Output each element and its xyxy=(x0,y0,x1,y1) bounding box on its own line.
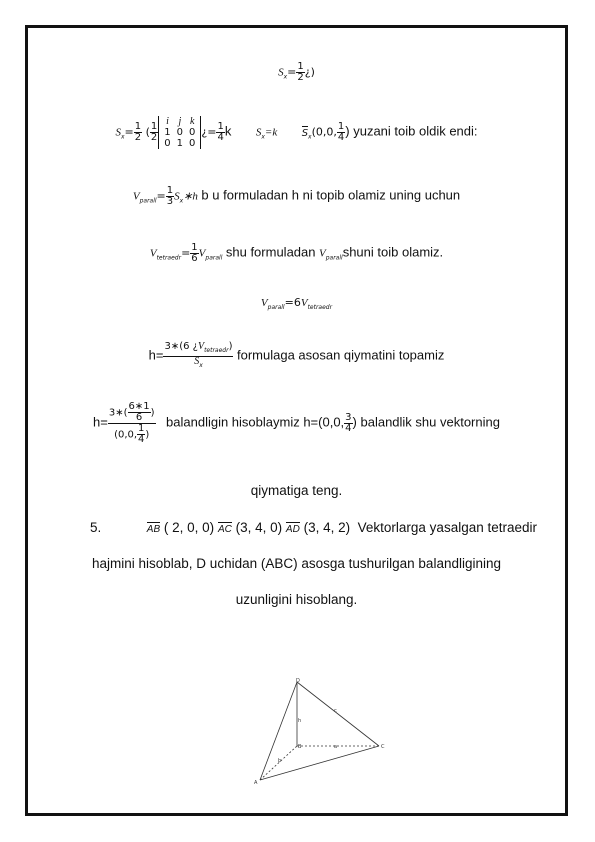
formula-line-3 xyxy=(28,186,565,207)
v-symbol: V xyxy=(132,190,140,203)
line2-text: ) yuzani toib oldik endi: xyxy=(345,123,478,139)
problem-line-1 xyxy=(90,520,537,535)
coords-ac: (3, 4, 0) xyxy=(235,520,283,535)
label-a-edge: a xyxy=(334,744,338,750)
label-c: C xyxy=(381,744,385,750)
fraction-3 xyxy=(216,122,224,143)
fraction xyxy=(190,243,198,264)
equals: =6 xyxy=(284,296,301,309)
denominator: 4 xyxy=(345,423,352,434)
line4-text-2: shuni toib olamiz. xyxy=(342,244,444,260)
s-symbol-2: S xyxy=(255,126,262,139)
denominator: 4 xyxy=(337,132,345,143)
vector-ad: AD xyxy=(285,524,300,535)
numerator: 1 xyxy=(217,121,224,132)
problem-text-1: Vektorlarga yasalgan tetraedir xyxy=(357,520,537,535)
open-paren: ( xyxy=(145,125,150,139)
problem-number: 5. xyxy=(90,520,102,535)
denominator: 4 xyxy=(217,132,224,143)
line8-text: qiymatiga teng. xyxy=(250,483,343,498)
v-subscript: parall xyxy=(139,197,157,205)
numerator: 1 xyxy=(150,121,158,132)
denominator: 2 xyxy=(297,72,304,83)
fraction-result xyxy=(344,413,352,434)
fraction xyxy=(166,186,174,207)
v-subscript: tetraedr xyxy=(156,254,182,262)
num-part: 3∗(6 ¿ xyxy=(164,341,198,352)
s-symbol: S xyxy=(115,126,121,139)
mid-eq: ¿= xyxy=(201,125,217,139)
matrix-cell: i xyxy=(166,116,169,127)
label-b: B xyxy=(298,744,302,750)
vector-ac: AC xyxy=(217,524,232,535)
line7-text-2: ) balandlik shu vektorning xyxy=(352,414,500,430)
matrix-cell: 1 xyxy=(176,138,184,149)
matrix-cell: 0 xyxy=(189,138,196,149)
fraction xyxy=(296,62,304,83)
s-subscript: x xyxy=(283,73,288,81)
k-unit: k xyxy=(224,123,232,139)
matrix-cell: j xyxy=(178,116,182,127)
formula-line-7 xyxy=(28,402,565,445)
denominator: 4 xyxy=(138,434,145,445)
v-symbol-3: V xyxy=(319,247,326,260)
s-rhs: =k xyxy=(264,126,278,139)
v-symbol: V xyxy=(149,247,157,260)
numerator: 3 xyxy=(345,412,352,423)
numerator: 1 xyxy=(134,121,142,132)
tail: ¿) xyxy=(304,65,315,79)
h-symbol: ∗h xyxy=(183,190,198,203)
formula-line-2 xyxy=(28,116,565,149)
inner-fraction xyxy=(128,402,151,423)
denominator: 2 xyxy=(134,132,142,143)
v-subscript: parall xyxy=(267,304,285,311)
den-close: ) xyxy=(145,429,150,441)
fraction-2 xyxy=(150,122,158,143)
numerator: 1 xyxy=(297,61,304,72)
v-subscript-3: parall xyxy=(325,254,343,262)
s-subscript-2: x xyxy=(261,133,265,141)
s-vector-subscript: x xyxy=(308,133,312,141)
numerator xyxy=(108,402,156,424)
matrix-cell: k xyxy=(189,116,195,127)
formula-line-6 xyxy=(28,342,565,371)
v-symbol: V xyxy=(260,297,268,309)
h-label: h= xyxy=(148,347,164,363)
s-subscript: x xyxy=(179,197,184,205)
text-line-8 xyxy=(28,482,565,500)
close-paren: ) xyxy=(228,341,233,352)
denominator: 2 xyxy=(150,132,158,143)
h-label: h= xyxy=(93,414,108,430)
determinant-matrix xyxy=(158,116,201,149)
problem-text-3: uzunligini hisoblang. xyxy=(235,592,358,607)
s-symbol: S xyxy=(194,356,200,367)
formula-line-5 xyxy=(28,296,565,311)
label-b-edge: b xyxy=(278,758,282,764)
label-h: h xyxy=(298,718,302,724)
line3-text: b u formuladan h ni topib olamiz uning uchun xyxy=(201,187,461,203)
label-a: A xyxy=(254,780,258,786)
edge-dc xyxy=(297,682,379,746)
coords-ad: (3, 4, 2) xyxy=(303,520,351,535)
equals: = xyxy=(181,246,191,260)
big-fraction xyxy=(108,402,156,445)
den-part: (0,0, xyxy=(114,429,138,441)
matrix-cell: 0 xyxy=(189,127,196,138)
v-symbol-2: V xyxy=(300,297,308,309)
numerator: 1 xyxy=(166,185,174,196)
num-part: 3∗( xyxy=(108,407,128,419)
v-subscript-2: parall xyxy=(205,254,223,262)
s-symbol: S xyxy=(174,190,180,203)
fraction xyxy=(134,122,142,143)
formula-line-1 xyxy=(28,62,565,83)
numerator: 1 xyxy=(138,423,145,434)
denominator xyxy=(108,424,156,445)
v-subscript: tetraedr xyxy=(204,347,229,354)
equals: = xyxy=(156,189,166,203)
v-subscript-2: tetraedr xyxy=(307,304,333,311)
coords-ab: ( 2, 0, 0) xyxy=(163,520,215,535)
v-symbol: V xyxy=(197,341,205,352)
numerator: 1 xyxy=(337,121,345,132)
line7-text: balandligin hisoblaymiz h=(0,0, xyxy=(166,414,345,430)
vector-ab: AB xyxy=(146,524,161,535)
fraction xyxy=(163,342,233,371)
numerator: 6∗1 xyxy=(128,401,150,412)
equals: = xyxy=(287,65,297,79)
matrix-cell: 0 xyxy=(176,127,184,138)
problem-text-2: hajmini hisoblab, D uchidan (ABC) asosga tushurilgan balandligining xyxy=(92,556,501,571)
matrix-cell: 1 xyxy=(164,127,171,138)
matrix-cell: 0 xyxy=(164,138,171,149)
num-close: ) xyxy=(150,407,155,419)
coords: (0,0, xyxy=(311,125,337,139)
s-subscript: x xyxy=(120,133,125,141)
denominator xyxy=(163,357,233,371)
label-d: D xyxy=(296,678,300,684)
numerator: 1 xyxy=(191,242,198,253)
tetrahedron-figure xyxy=(250,676,390,786)
equals: = xyxy=(124,125,134,139)
s-subscript: x xyxy=(199,362,203,369)
label-c-edge: c xyxy=(334,708,337,714)
s-vector: S xyxy=(301,127,309,139)
denominator: 6 xyxy=(135,412,143,423)
denominator: 6 xyxy=(191,253,198,264)
s-symbol: S xyxy=(278,66,284,79)
line4-text: shu formuladan xyxy=(225,244,316,260)
edge-da xyxy=(260,682,297,780)
numerator xyxy=(163,342,233,357)
denominator: 3 xyxy=(166,196,174,207)
line6-text: formulaga asosan qiymatini topamiz xyxy=(236,347,445,363)
formula-line-4 xyxy=(28,243,565,264)
v-symbol-2: V xyxy=(198,247,206,260)
